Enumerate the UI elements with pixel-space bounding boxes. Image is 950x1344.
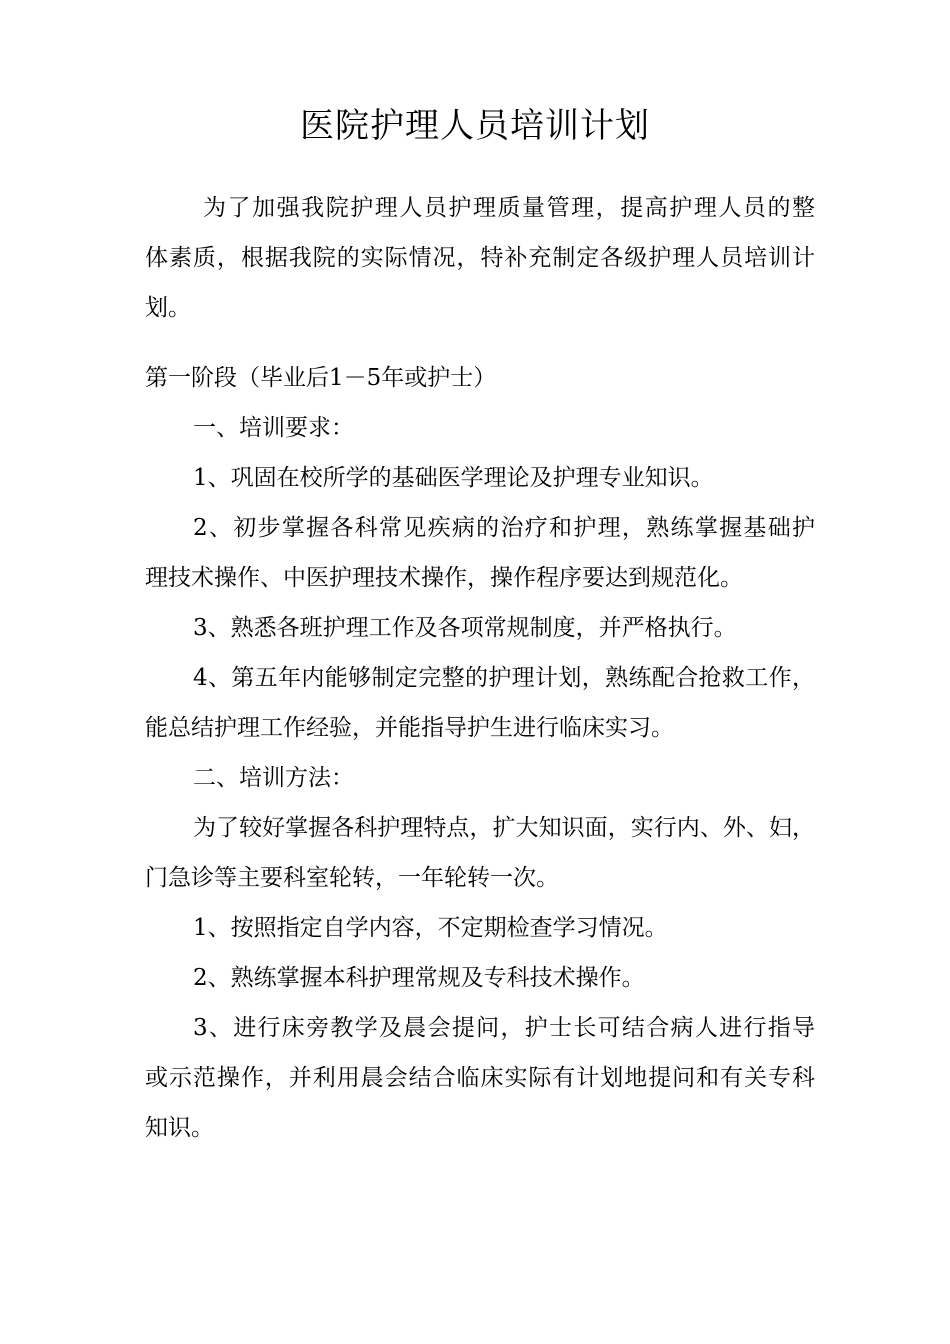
- list-item: 2、熟练掌握本科护理常规及专科技术操作。: [193, 965, 645, 991]
- list-item-continuation: 能总结护理工作经验，并能指导护生进行临床实习。: [145, 715, 674, 741]
- paragraph-line: 划。: [145, 295, 191, 321]
- section-heading: 第一阶段（毕业后1－5年或护士）: [145, 365, 497, 391]
- paragraph-line: 体素质，根据我院的实际情况，特补充制定各级护理人员培训计: [145, 245, 815, 271]
- subsection-heading: 一、培训要求：: [193, 415, 354, 441]
- list-item: 3、进行床旁教学及晨会提问，护士长可结合病人进行指导: [193, 1015, 815, 1041]
- list-item: 1、巩固在校所学的基础医学理论及护理专业知识。: [193, 465, 714, 491]
- paragraph-line: 为了加强我院护理人员护理质量管理，提高护理人员的整: [203, 195, 815, 221]
- list-item: 3、熟悉各班护理工作及各项常规制度，并严格执行。: [193, 615, 737, 641]
- list-item-continuation: 理技术操作、中医护理技术操作，操作程序要达到规范化。: [145, 565, 743, 591]
- list-item: 2、初步掌握各科常见疾病的治疗和护理，熟练掌握基础护: [193, 515, 815, 541]
- list-item-continuation: 知识。: [145, 1115, 214, 1141]
- document-title: 医院护理人员培训计划: [300, 106, 650, 146]
- list-item-continuation: 或示范操作，并利用晨会结合临床实际有计划地提问和有关专科: [145, 1065, 815, 1091]
- list-item: 4、第五年内能够制定完整的护理计划，熟练配合抢救工作，: [193, 665, 815, 691]
- paragraph-line: 门急诊等主要科室轮转，一年轮转一次。: [145, 865, 559, 891]
- subsection-heading: 二、培训方法：: [193, 765, 354, 791]
- list-item: 1、按照指定自学内容，不定期检查学习情况。: [193, 915, 668, 941]
- paragraph-line: 为了较好掌握各科护理特点，扩大知识面，实行内、外、妇，: [193, 815, 815, 841]
